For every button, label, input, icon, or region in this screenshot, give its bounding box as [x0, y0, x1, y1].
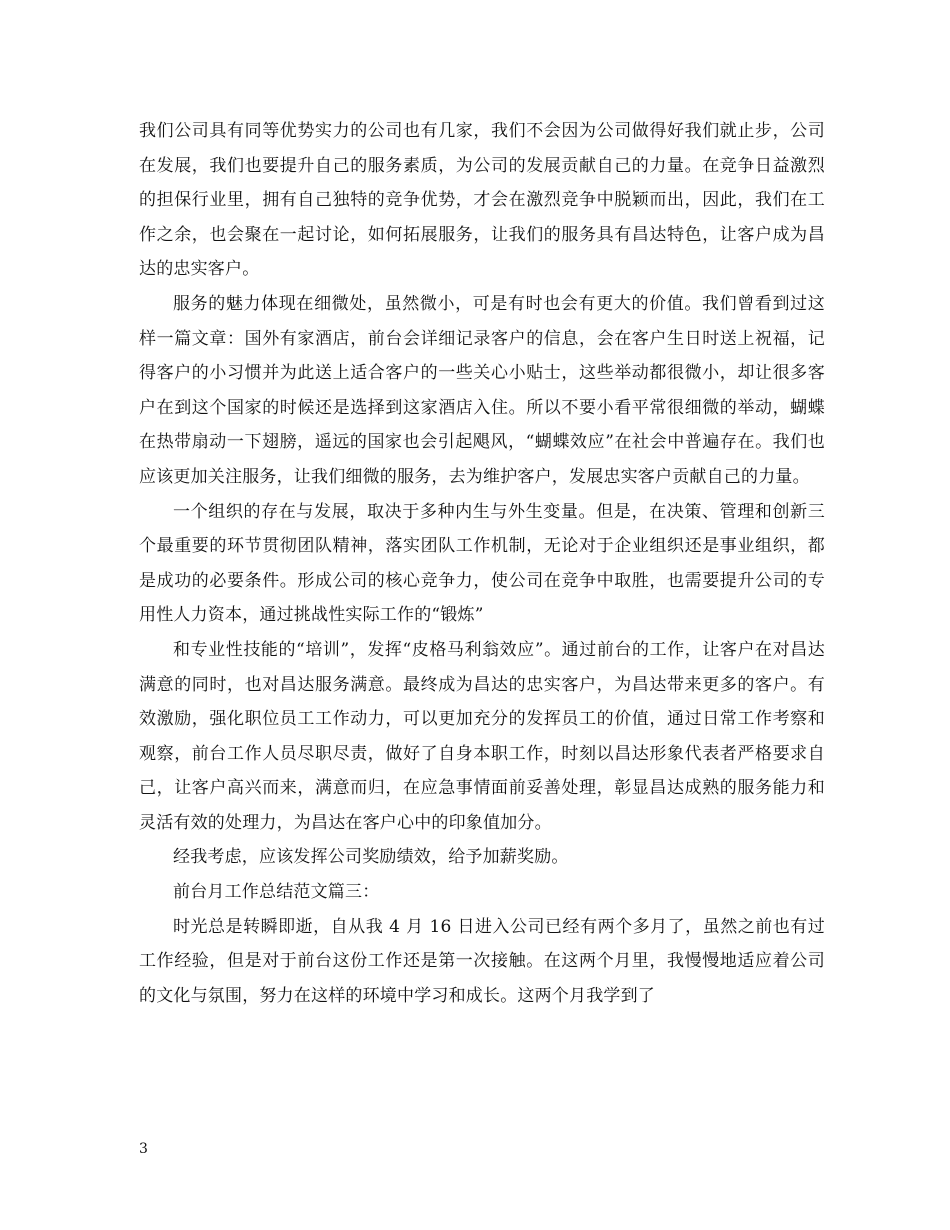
- page-number: 3: [139, 1141, 148, 1157]
- paragraph-5: 经我考虑，应该发挥公司奖励绩效，给予加薪奖励。: [173, 847, 569, 868]
- paragraph-6: 时光总是转瞬即逝，自从我 4 月 16 日进入公司已经有两个多月了，虽然之前也有过工作经验，但是对于前台这份工作还是第一次接触。在这两个月里，我慢慢地适应着公司的文化与氛围，努力在这样的环境中学习和成长。这两个月我学到了: [139, 916, 825, 1006]
- paragraph-4: 和专业性技能的“培训”，发挥“皮格马利翁效应”。通过前台的工作，让客户在对昌达满意的同时，也对昌达服务满意。最终成为昌达的忠实客户，为昌达带来更多的客户。有效激励，强化职位员工工作动力，可以更加充分的发挥员工的价值，通过日常工作考察和观察，前台工作人员尽职尽责，做好了自身本职工作，时刻以昌达形象代表者严格要求自己，让客户高兴而来，满意而归，在应急事情面前妥善处理，彰显昌达成熟的服务能力和灵活有效的处理力，为昌达在客户心中的印象值加分。: [139, 639, 825, 833]
- paragraph-2: 服务的魅力体现在细微处，虽然微小，可是有时也会有更大的价值。我们曾看到过这样一篇文章：国外有家酒店，前台会详细记录客户的信息，会在客户生日时送上祝福，记得客户的小习惯并为此送上适合客户的一些关心小贴士，这些举动都很微小，却让很多客户在到这个国家的时候还是选择到这家酒店入住。所以不要小看平常很细微的举动，蝴蝶在热带扇动一下翅膀，遥远的国家也会引起飓风，“蝴蝶效应”在社会中普遍存在。我们也应该更加关注服务，让我们细微的服务，去为维护客户，发展忠实客户贡献自己的力量。: [139, 293, 825, 487]
- section-heading: 前台月工作总结范文篇三：: [173, 882, 380, 903]
- paragraph-1: 我们公司具有同等优势实力的公司也有几家，我们不会因为公司做得好我们就止步，公司在发展，我们也要提升自己的服务素质，为公司的发展贡献自己的力量。在竞争日益激烈的担保行业里，拥有自己独特的竞争优势，才会在激烈竞争中脱颖而出，因此，我们在工作之余，也会聚在一起讨论，如何拓展服务，让我们的服务具有昌达特色，让客户成为昌达的忠实客户。: [139, 121, 825, 280]
- document-body: [139, 114, 825, 1013]
- paragraph-3: 一个组织的存在与发展，取决于多种内生与外生变量。但是，在决策、管理和创新三个最重要的环节贯彻团队精神，落实团队工作机制，无论对于企业组织还是事业组织，都是成功的必要条件。形成公司的核心竞争力，使公司在竞争中取胜，也需要提升公司的专用性人力资本，通过挑战性实际工作的“锻炼”: [139, 501, 825, 626]
